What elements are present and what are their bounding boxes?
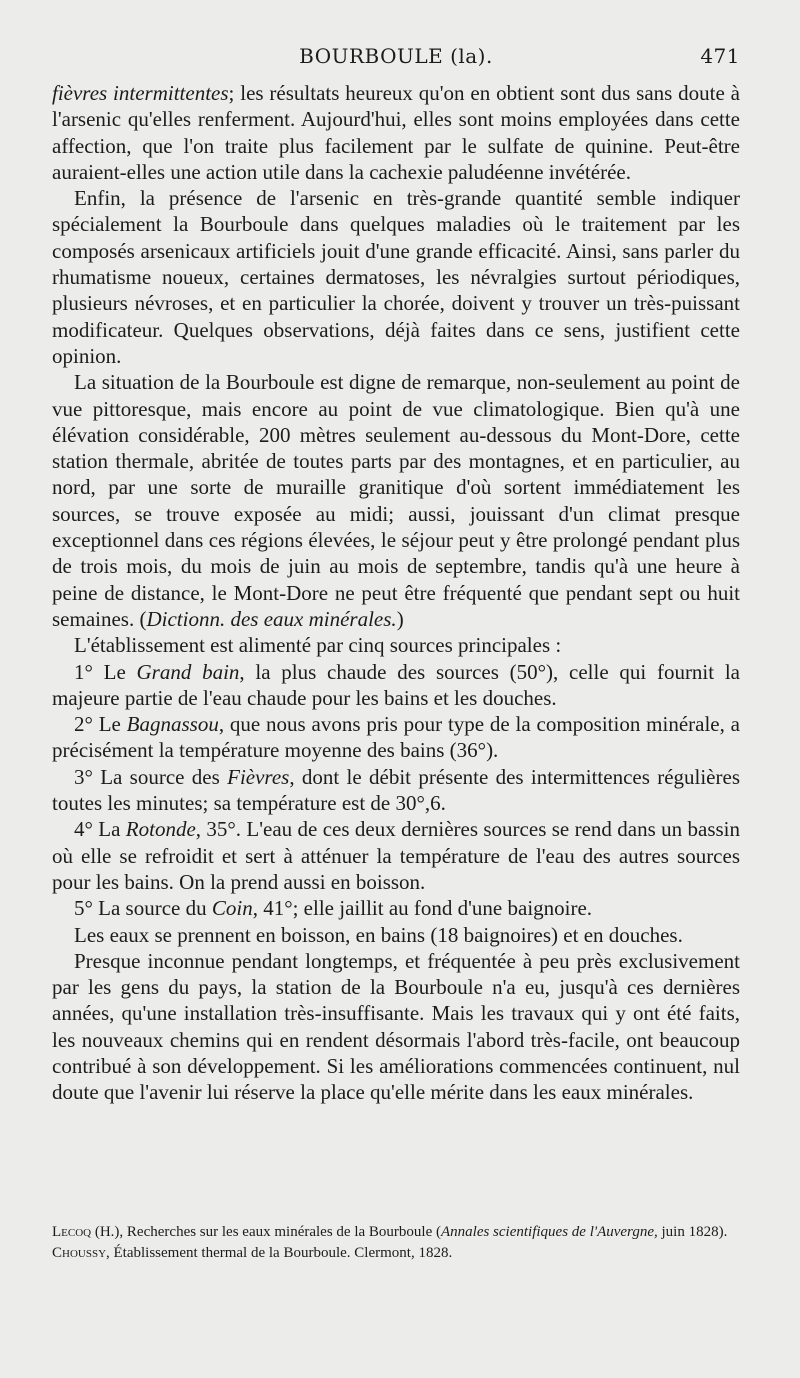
reference-journal: Annales scientifiques de l'Auvergne, xyxy=(440,1224,658,1240)
paragraph xyxy=(52,632,740,658)
reference-entry xyxy=(52,1243,740,1264)
paragraph xyxy=(52,369,740,632)
text-run: Presque inconnue pendant longtemps, et fréquentée à peu près exclusivement par les gens du pays, la station de la Bourboule n'a eu, jusqu'à ces dernières années, qu'une installation très-insuffisante. Mais les travaux qui y ont été faits, les nouveaux chemins qui en rendent désormais l'abord très-facile, ont beaucoup contribué à son développement. Si les améliorations commencées continuent, nul doute que l'avenir lui réserve la place qu'elle mérite dans les eaux minérales. xyxy=(52,948,740,1105)
paragraph xyxy=(52,80,740,185)
paragraph xyxy=(52,816,740,895)
text-run: 5° La source du xyxy=(74,896,212,921)
reference-author: Choussy xyxy=(52,1245,107,1261)
text-run: ) xyxy=(396,606,404,631)
reference-text: , Établissement thermal de la Bourboule. Clermont, 1828. xyxy=(106,1245,453,1261)
page-number: 471 xyxy=(700,44,740,68)
main-text xyxy=(52,80,740,1106)
reference-author: Lecoq xyxy=(52,1224,92,1240)
italic-text: Grand bain xyxy=(136,659,240,684)
bibliography xyxy=(52,1222,740,1264)
text-run: , dont le débit présente des intermittences régulières toutes les minutes; sa température est de 30°,6. xyxy=(52,764,740,816)
paragraph xyxy=(52,948,740,1106)
reference-entry xyxy=(52,1222,740,1243)
running-title: BOURBOULE (la). xyxy=(299,44,493,68)
text-run: 4° La xyxy=(74,817,126,842)
text-run: Enfin, la présence de l'arsenic en très-grande quantité semble indiquer spécialement la Bourboule dans quelques maladies où le traitement par les composés arsenicaux artificiels jouit d'une grande efficacité. Ainsi, sans parler du rhumatisme noueux, certaines dermatoses, les névralgies surtout périodiques, plusieurs névroses, et en particulier la chorée, doivent y trouver un très-puissant modificateur. Quelques observations, déjà faites dans ce sens, justifient cette opinion. xyxy=(52,186,740,368)
italic-text: Bagnassou xyxy=(126,712,219,737)
text-run: , 41°; elle jaillit au fond d'une baignoire. xyxy=(252,896,593,921)
text-run: 1° Le xyxy=(74,659,137,684)
paragraph xyxy=(52,764,740,817)
text-run: , la plus chaude des sources (50°), celle qui fournit la majeure partie de l'eau chaude pour les bains et les douches. xyxy=(52,659,740,710)
text-run: , 35°. L'eau de ces deux dernières sources se rend dans un bassin où elle se refroidit et sert à atténuer la température de l'eau des autres sources pour les bains. On la prend aussi en boisson. xyxy=(52,817,741,894)
paragraph xyxy=(52,922,740,948)
italic-text: fièvres intermittentes xyxy=(52,81,229,105)
text-run: L'établissement est alimenté par cinq sources principales : xyxy=(74,633,562,658)
text-run: , que nous avons pris pour type de la composition minérale, a précisément la température moyenne des bains (36°). xyxy=(52,712,740,763)
italic-text: Dictionn. des eaux minérales. xyxy=(146,606,397,631)
italic-text: Coin xyxy=(211,896,253,921)
text-run: ; les résultats heureux qu'on en obtient sont dus sans doute à l'arsenic qu'elles renferment. Aujourd'hui, elles sont moins employées dans cette affection, que l'on traite plus facilement par le sulfate de quinine. Peut-être auraient-elles une action utile dans la cachexie paludéenne invétérée. xyxy=(52,81,741,184)
running-header xyxy=(52,44,740,78)
text-run: La situation de la Bourboule est digne de remarque, non-seulement au point de vue pittoresque, mais encore au point de vue climatologique. Bien qu'à une élévation considérable, 200 mètres seulement au-dessous du Mont-Dore, cette station thermale, abritée de toutes parts par des montagnes, et en particulier, au nord, par une sorte de muraille granitique d'où sortent immédiatement les sources, se trouve exposée au midi; aussi, jouissant d'un climat presque exceptionnel dans ces régions élevées, le séjour peut y être prolongé pendant plus de trois mois, du mois de juin au mois de septembre, tandis qu'à une heure à peine de distance, le Mont-Dore ne peut être fréquenté que pendant sept ou huit semaines. ( xyxy=(52,370,740,631)
text-run: 2° Le xyxy=(74,712,127,737)
paragraph xyxy=(52,659,740,712)
reference-text: (H.), Recherches sur les eaux minérales de la Bourboule ( xyxy=(91,1224,441,1240)
paragraph xyxy=(52,185,740,369)
reference-date: juin 1828). xyxy=(657,1224,728,1240)
text-run: 3° La source des xyxy=(74,764,228,789)
italic-text: Fièvres xyxy=(227,764,290,789)
text-run: Les eaux se prennent en boisson, en bains (18 baignoires) et en douches. xyxy=(74,922,683,947)
paragraph xyxy=(52,895,740,921)
italic-text: Rotonde xyxy=(125,817,196,842)
paragraph xyxy=(52,711,740,764)
